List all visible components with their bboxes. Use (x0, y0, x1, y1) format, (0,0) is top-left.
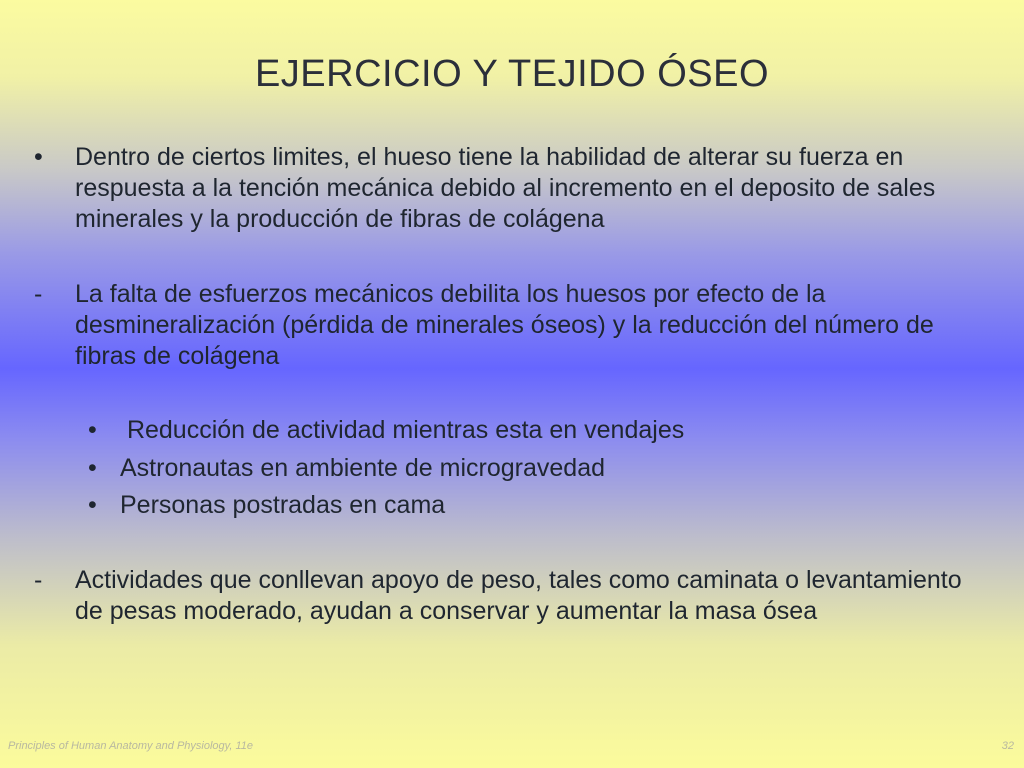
sub-bullet-text: Astronautas en ambiente de microgravedad (120, 454, 606, 482)
dash-item (34, 565, 989, 627)
sub-bullet-item (88, 490, 888, 521)
sub-bullet-item (88, 415, 888, 446)
bullet-item (34, 142, 989, 235)
footer-book-title: Principles of Human Anatomy and Physiology, 11e (8, 740, 253, 752)
dash-text: La falta de esfuerzos mecánicos debilita los huesos por efecto de la desmineralización (pérdida de minerales óseos) y la reducción del número de fibras de colágena (75, 280, 934, 370)
dash-marker: - (34, 566, 43, 594)
slide-number: 32 (1001, 740, 1014, 752)
slide-title: EJERCICIO Y TEJIDO ÓSEO (254, 53, 770, 95)
dash-text: Actividades que conllevan apoyo de peso, tales como caminata o levantamiento de pesas moderado, ayudan a conservar y aumentar la masa ósea (75, 566, 962, 625)
sub-bullet-item (88, 453, 888, 484)
sub-bullet-marker: • (88, 491, 97, 519)
bullet-text: Dentro de ciertos limites, el hueso tiene la habilidad de alterar su fuerza en respuesta a la tención mecánica debido al incremento en el deposito de sales minerales y la producción de fibras de colágena (75, 143, 936, 233)
sub-bullet-text: Reducción de actividad mientras esta en vendajes (120, 416, 685, 444)
dash-item (34, 279, 989, 372)
bullet-marker: • (34, 143, 43, 171)
sub-bullet-marker: • (88, 454, 97, 482)
sub-bullet-text: Personas postradas en cama (120, 491, 446, 519)
sub-bullet-marker: • (88, 416, 97, 444)
dash-marker: - (34, 280, 43, 308)
